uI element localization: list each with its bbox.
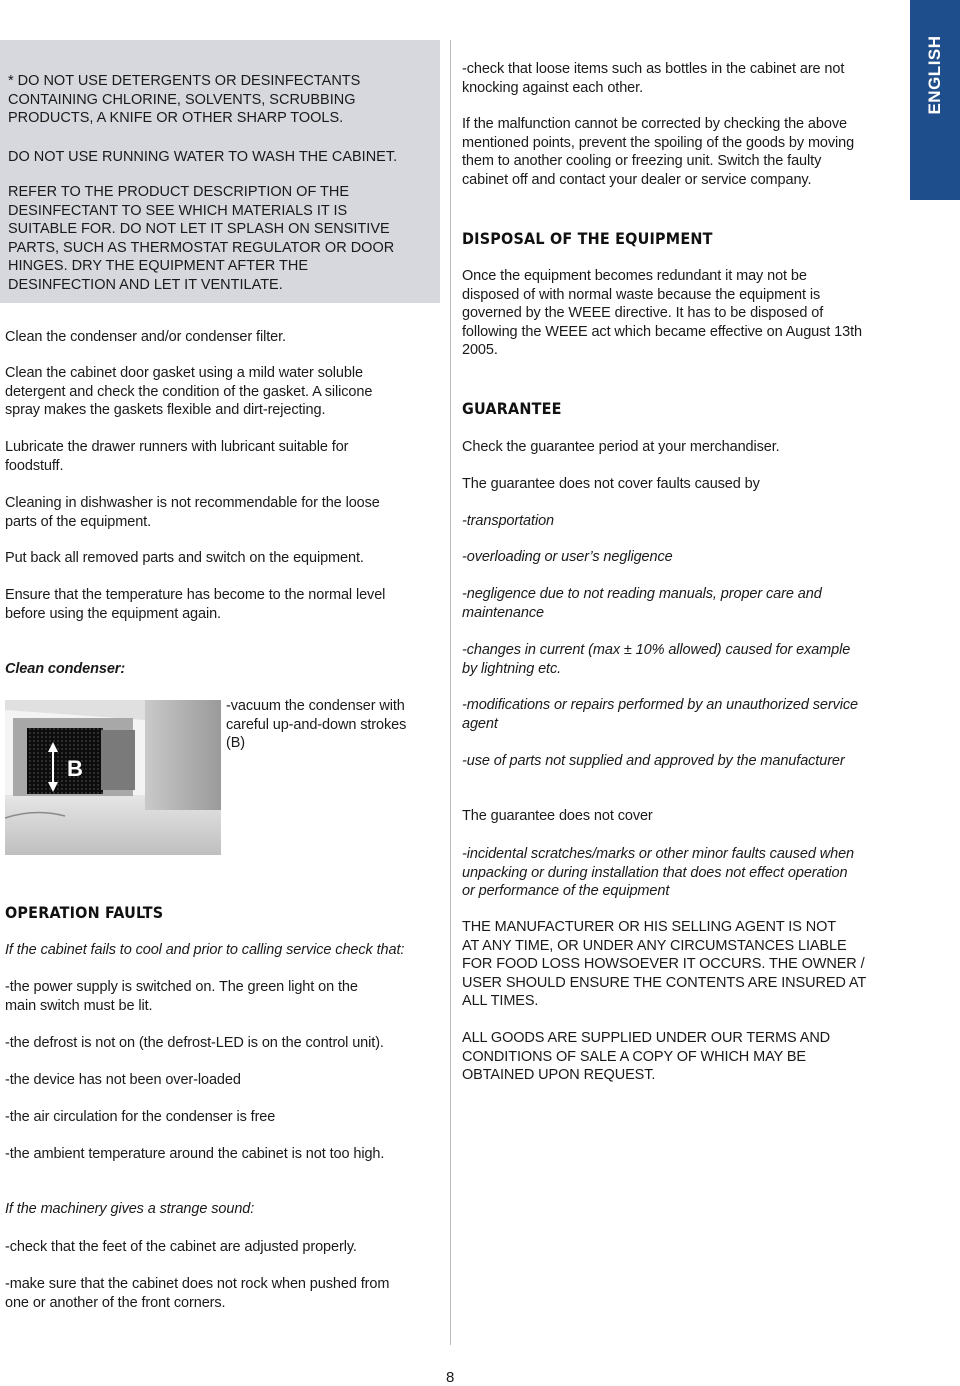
warning-line-3: REFER TO THE PRODUCT DESCRIPTION OF THE DESINFECTANT TO SEE WHICH MATERIALS IT IS SUITABLE FOR. DO NOT LET IT SPLASH ON SENSITIVE PARTS, SUCH AS THERMOSTAT REGULATOR OR DOOR HINGES. DRY THE EQUIPMENT AFTER THE DESINFECTION AND LET IT VENTILATE. [8, 184, 395, 293]
malfunction-text: If the malfunction cannot be corrected by checking the above mentioned points, prevent the spoiling of the goods by moving them to another cooling or freezing unit. Switch the faulty cabinet off and contact your dealer or service company. [462, 116, 855, 188]
temperature-text: Ensure that the temperature has become to the normal level before using the equipment again. [5, 587, 386, 622]
warning-line-2: DO NOT USE RUNNING WATER TO WASH THE CABINET. [8, 149, 398, 165]
disposal-text: Once the equipment becomes redundant it may not be disposed of with normal waste because the equipment is governed by the WEEE directive. It has to be disposed of following the WEEE act which became effective on August 13th 2005. [462, 268, 862, 358]
clean-condenser-label: Clean condenser: [5, 661, 126, 677]
guarantee-item-scratches: -incidental scratches/marks or other minor faults caused when unpacking or during installation that does not effect operation or performance of the equipment [462, 846, 855, 899]
warning-line-1: * DO NOT USE DETERGENTS OR DESINFECTANTS CONTAINING CHLORINE, SOLVENTS, SCRUBBING PRODUCTS, A KNIFE OR OTHER SHARP TOOLS. [8, 73, 361, 126]
put-back-text: Put back all removed parts and switch on the equipment. [5, 550, 364, 566]
vacuum-instruction: -vacuum the condenser with careful up-and-down strokes (B) [226, 698, 407, 751]
language-tab-label: ENGLISH [925, 35, 944, 115]
warning-box [0, 40, 440, 303]
disposal-heading: DISPOSAL OF THE EQUIPMENT [462, 229, 713, 248]
guarantee-item-manuals: -negligence due to not reading manuals, proper care and maintenance [462, 586, 822, 621]
terms-notice: ALL GOODS ARE SUPPLIED UNDER OUR TERMS AND CONDITIONS OF SALE A COPY OF WHICH MAY BE OBTAINED UPON REQUEST. [462, 1030, 831, 1083]
guarantee-item-parts: -use of parts not supplied and approved by the manufacturer [462, 753, 845, 769]
condenser-clean-text: Clean the condenser and/or condenser filter. [5, 329, 286, 345]
sound-check-feet: -check that the feet of the cabinet are adjusted properly. [5, 1239, 357, 1255]
gasket-clean-text: Clean the cabinet door gasket using a mild water soluble detergent and check the condition of the gasket. A silicone spray makes the gaskets flexible and dirt-rejecting. [5, 365, 373, 418]
guarantee-item-current: -changes in current (max ± 10% allowed) caused for example by lightning etc. [462, 642, 851, 677]
lubricate-text: Lubricate the drawer runners with lubricant suitable for foodstuff. [5, 439, 349, 474]
fault-check-overload: -the device has not been over-loaded [5, 1072, 241, 1088]
language-tab [910, 0, 960, 200]
check-loose-items: -check that loose items such as bottles in the cabinet are not knocking against each other. [462, 61, 845, 96]
strange-sound-intro: If the machinery gives a strange sound: [5, 1201, 255, 1217]
operation-faults-heading: OPERATION FAULTS [5, 903, 164, 922]
photo-label-b: B [67, 756, 83, 781]
fault-check-defrost: -the defrost is not on (the defrost-LED is on the control unit). [5, 1035, 384, 1051]
guarantee-item-overload: -overloading or user’s negligence [462, 549, 673, 565]
dishwasher-text: Cleaning in dishwasher is not recommendable for the loose parts of the equipment. [5, 495, 380, 530]
guarantee-item-modifications: -modifications or repairs performed by an unauthorized service agent [462, 697, 858, 732]
guarantee-exclusions-intro: The guarantee does not cover faults caused by [462, 476, 760, 492]
sound-check-rock: -make sure that the cabinet does not rock when pushed from one or another of the front corners. [5, 1276, 390, 1311]
liability-notice: THE MANUFACTURER OR HIS SELLING AGENT IS NOT AT ANY TIME, OR UNDER ANY CIRCUMSTANCES LIABLE FOR FOOD LOSS HOWSOEVER IT OCCURS. THE OWNER / USER SHOULD ENSURE THE CONTENTS ARE INSURED AT ALL TIMES. [462, 919, 867, 1009]
guarantee-item-transport: -transportation [462, 513, 554, 529]
fault-check-ambient: -the ambient temperature around the cabinet is not too high. [5, 1146, 385, 1162]
page-number-text: 8 [446, 1369, 455, 1386]
fault-check-air: -the air circulation for the condenser is free [5, 1109, 276, 1125]
operation-faults-intro: If the cabinet fails to cool and prior to calling service check that: [5, 942, 405, 958]
guarantee-not-cover: The guarantee does not cover [462, 808, 653, 824]
guarantee-heading: GUARANTEE [462, 399, 562, 418]
fault-check-power: -the power supply is switched on. The green light on the main switch must be lit. [5, 979, 358, 1014]
guarantee-period: Check the guarantee period at your merchandiser. [462, 439, 780, 455]
condenser-photo [5, 700, 221, 855]
column-divider [450, 40, 451, 1345]
